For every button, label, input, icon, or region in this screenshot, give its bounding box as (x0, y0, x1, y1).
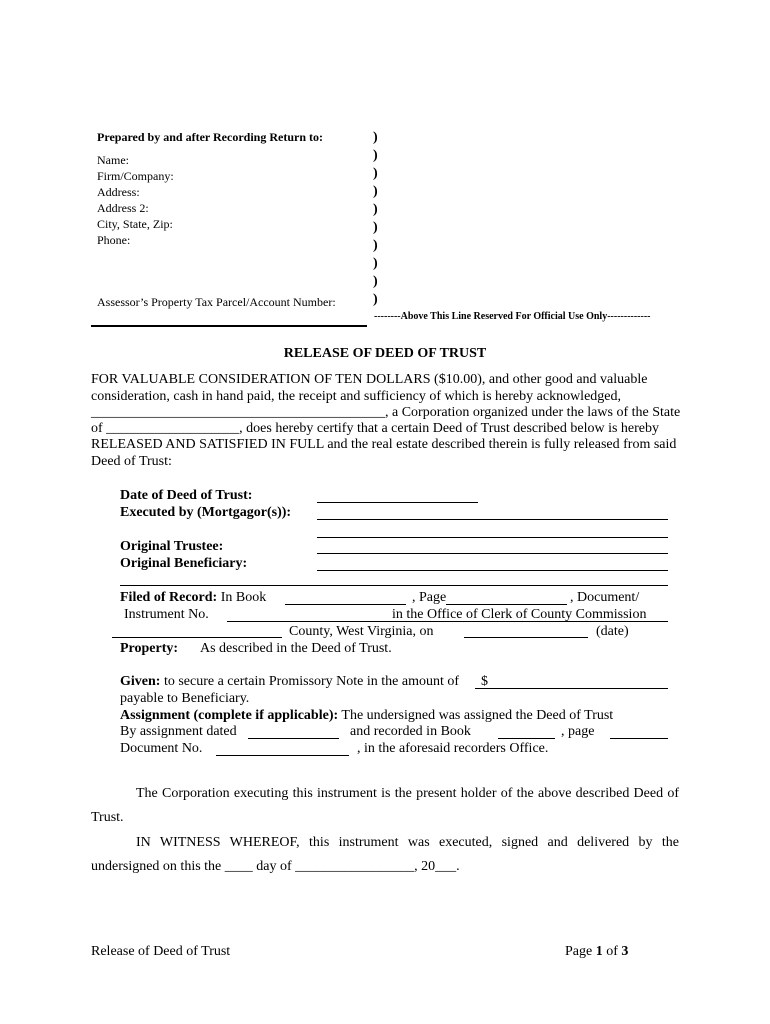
paren-mark: ) (373, 256, 378, 271)
paren-mark: ) (373, 238, 378, 253)
document-no-field[interactable] (216, 755, 349, 756)
executed-by-field-2[interactable] (317, 537, 668, 538)
note-amount-field[interactable] (475, 688, 668, 689)
assignment-book-field[interactable] (498, 738, 555, 739)
given-text: to secure a certain Promissory Note in the amount of (163, 674, 460, 689)
original-beneficiary-label: Original Beneficiary: (120, 556, 248, 571)
document-no-label: Document No. (120, 741, 203, 756)
property-value: As described in the Deed of Trust. (200, 641, 392, 656)
executed-by-label: Executed by (Mortgagor(s)): (120, 505, 292, 520)
payable-text: payable to Beneficiary. (120, 691, 250, 706)
county-field[interactable] (112, 637, 282, 638)
paren-mark: ) (373, 292, 378, 307)
paren-mark: ) (373, 148, 378, 163)
given-label: Given: (120, 674, 161, 689)
assignment-label: Assignment (complete if applicable): (120, 708, 339, 723)
paren-mark: ) (373, 202, 378, 217)
filed-of-record-label: Filed of Record: (120, 590, 218, 605)
holder-statement: The Corporation executing this instrument is the present holder of the above described Deed of Trust. (91, 786, 679, 825)
page-total: 3 (621, 944, 629, 959)
address2-label: Address 2: (97, 201, 149, 215)
date-of-deed-field[interactable] (317, 502, 478, 503)
assignment-page-label: , page (561, 724, 595, 739)
intro-line-2: consideration, cash in hand paid, the receipt and sufficiency of which is hereby acknowledged, (91, 389, 622, 404)
intro-line-1: FOR VALUABLE CONSIDERATION OF TEN DOLLARS ($10.00), and other good and valuable (91, 372, 648, 387)
original-trustee-label: Original Trustee: (120, 539, 224, 554)
book-field[interactable] (285, 604, 406, 605)
official-use-notice: --------Above This Line Reserved For Official Use Only------------- (374, 311, 651, 322)
footer-title: Release of Deed of Trust (91, 944, 231, 959)
parcel-number-label: Assessor’s Property Tax Parcel/Account Number: (97, 295, 336, 309)
intro-line-6: Deed of Trust: (91, 454, 172, 469)
given-row (120, 674, 459, 690)
record-date-field[interactable] (464, 637, 588, 638)
instrument-no-label: Instrument No. (124, 607, 209, 622)
document-label: , Document/ (570, 590, 640, 605)
page-field[interactable] (446, 604, 567, 605)
paren-mark: ) (373, 184, 378, 199)
dollar-sign: $ (481, 674, 488, 689)
prepared-by-heading: Prepared by and after Recording Return to: (97, 130, 323, 144)
assignment-date-field[interactable] (248, 738, 339, 739)
page-number: 1 (595, 944, 603, 959)
paren-mark: ) (373, 220, 378, 235)
intro-line-3: __________________________________________, a Corporation organized under the laws of the State (91, 405, 681, 420)
in-book-label: In Book (220, 590, 267, 605)
page-word: Page (565, 944, 593, 959)
original-beneficiary-field[interactable] (317, 570, 668, 571)
address-label: Address: (97, 185, 140, 199)
assignment-page-field[interactable] (610, 738, 668, 739)
firm-company-label: Firm/Company: (97, 169, 174, 183)
intro-line-5: RELEASED AND SATISFIED IN FULL and the real estate described therein is fully released from said (91, 437, 677, 452)
paren-mark: ) (373, 130, 378, 145)
recorded-in-book-label: and recorded in Book (350, 724, 471, 739)
of-word: of (606, 944, 618, 959)
original-trustee-field[interactable] (317, 553, 668, 554)
intro-line-4: of ___________________, does hereby certify that a certain Deed of Trust described below is hereby (91, 421, 660, 436)
parcel-number-line[interactable] (91, 325, 367, 327)
by-assignment-label: By assignment dated (120, 724, 237, 739)
recorders-office-text: , in the aforesaid recorders Office. (357, 741, 549, 756)
paren-mark: ) (373, 166, 378, 181)
section-divider (120, 585, 668, 586)
clerk-office-text: in the Office of Clerk of County Commission (392, 607, 647, 622)
executed-by-field[interactable] (317, 519, 668, 520)
page-label: , Page (412, 590, 447, 605)
date-of-deed-label: Date of Deed of Trust: (120, 488, 253, 503)
date-paren-label: (date) (596, 624, 629, 639)
page-indicator (565, 944, 628, 960)
property-label: Property: (120, 641, 179, 656)
witness-statement: IN WITNESS WHEREOF, this instrument was executed, signed and delivered by the undersigned on this the ____ day of _________________, 20___. (91, 835, 679, 874)
filed-of-record-row (120, 590, 266, 606)
paren-mark: ) (373, 274, 378, 289)
document-title: RELEASE OF DEED OF TRUST (283, 346, 487, 361)
name-label: Name: (97, 153, 129, 167)
assignment-row (120, 708, 613, 724)
city-state-zip-label: City, State, Zip: (97, 217, 173, 231)
assignment-text: The undersigned was assigned the Deed of Trust (341, 708, 614, 723)
county-wv-text: County, West Virginia, on (289, 624, 434, 639)
phone-label: Phone: (97, 233, 131, 247)
